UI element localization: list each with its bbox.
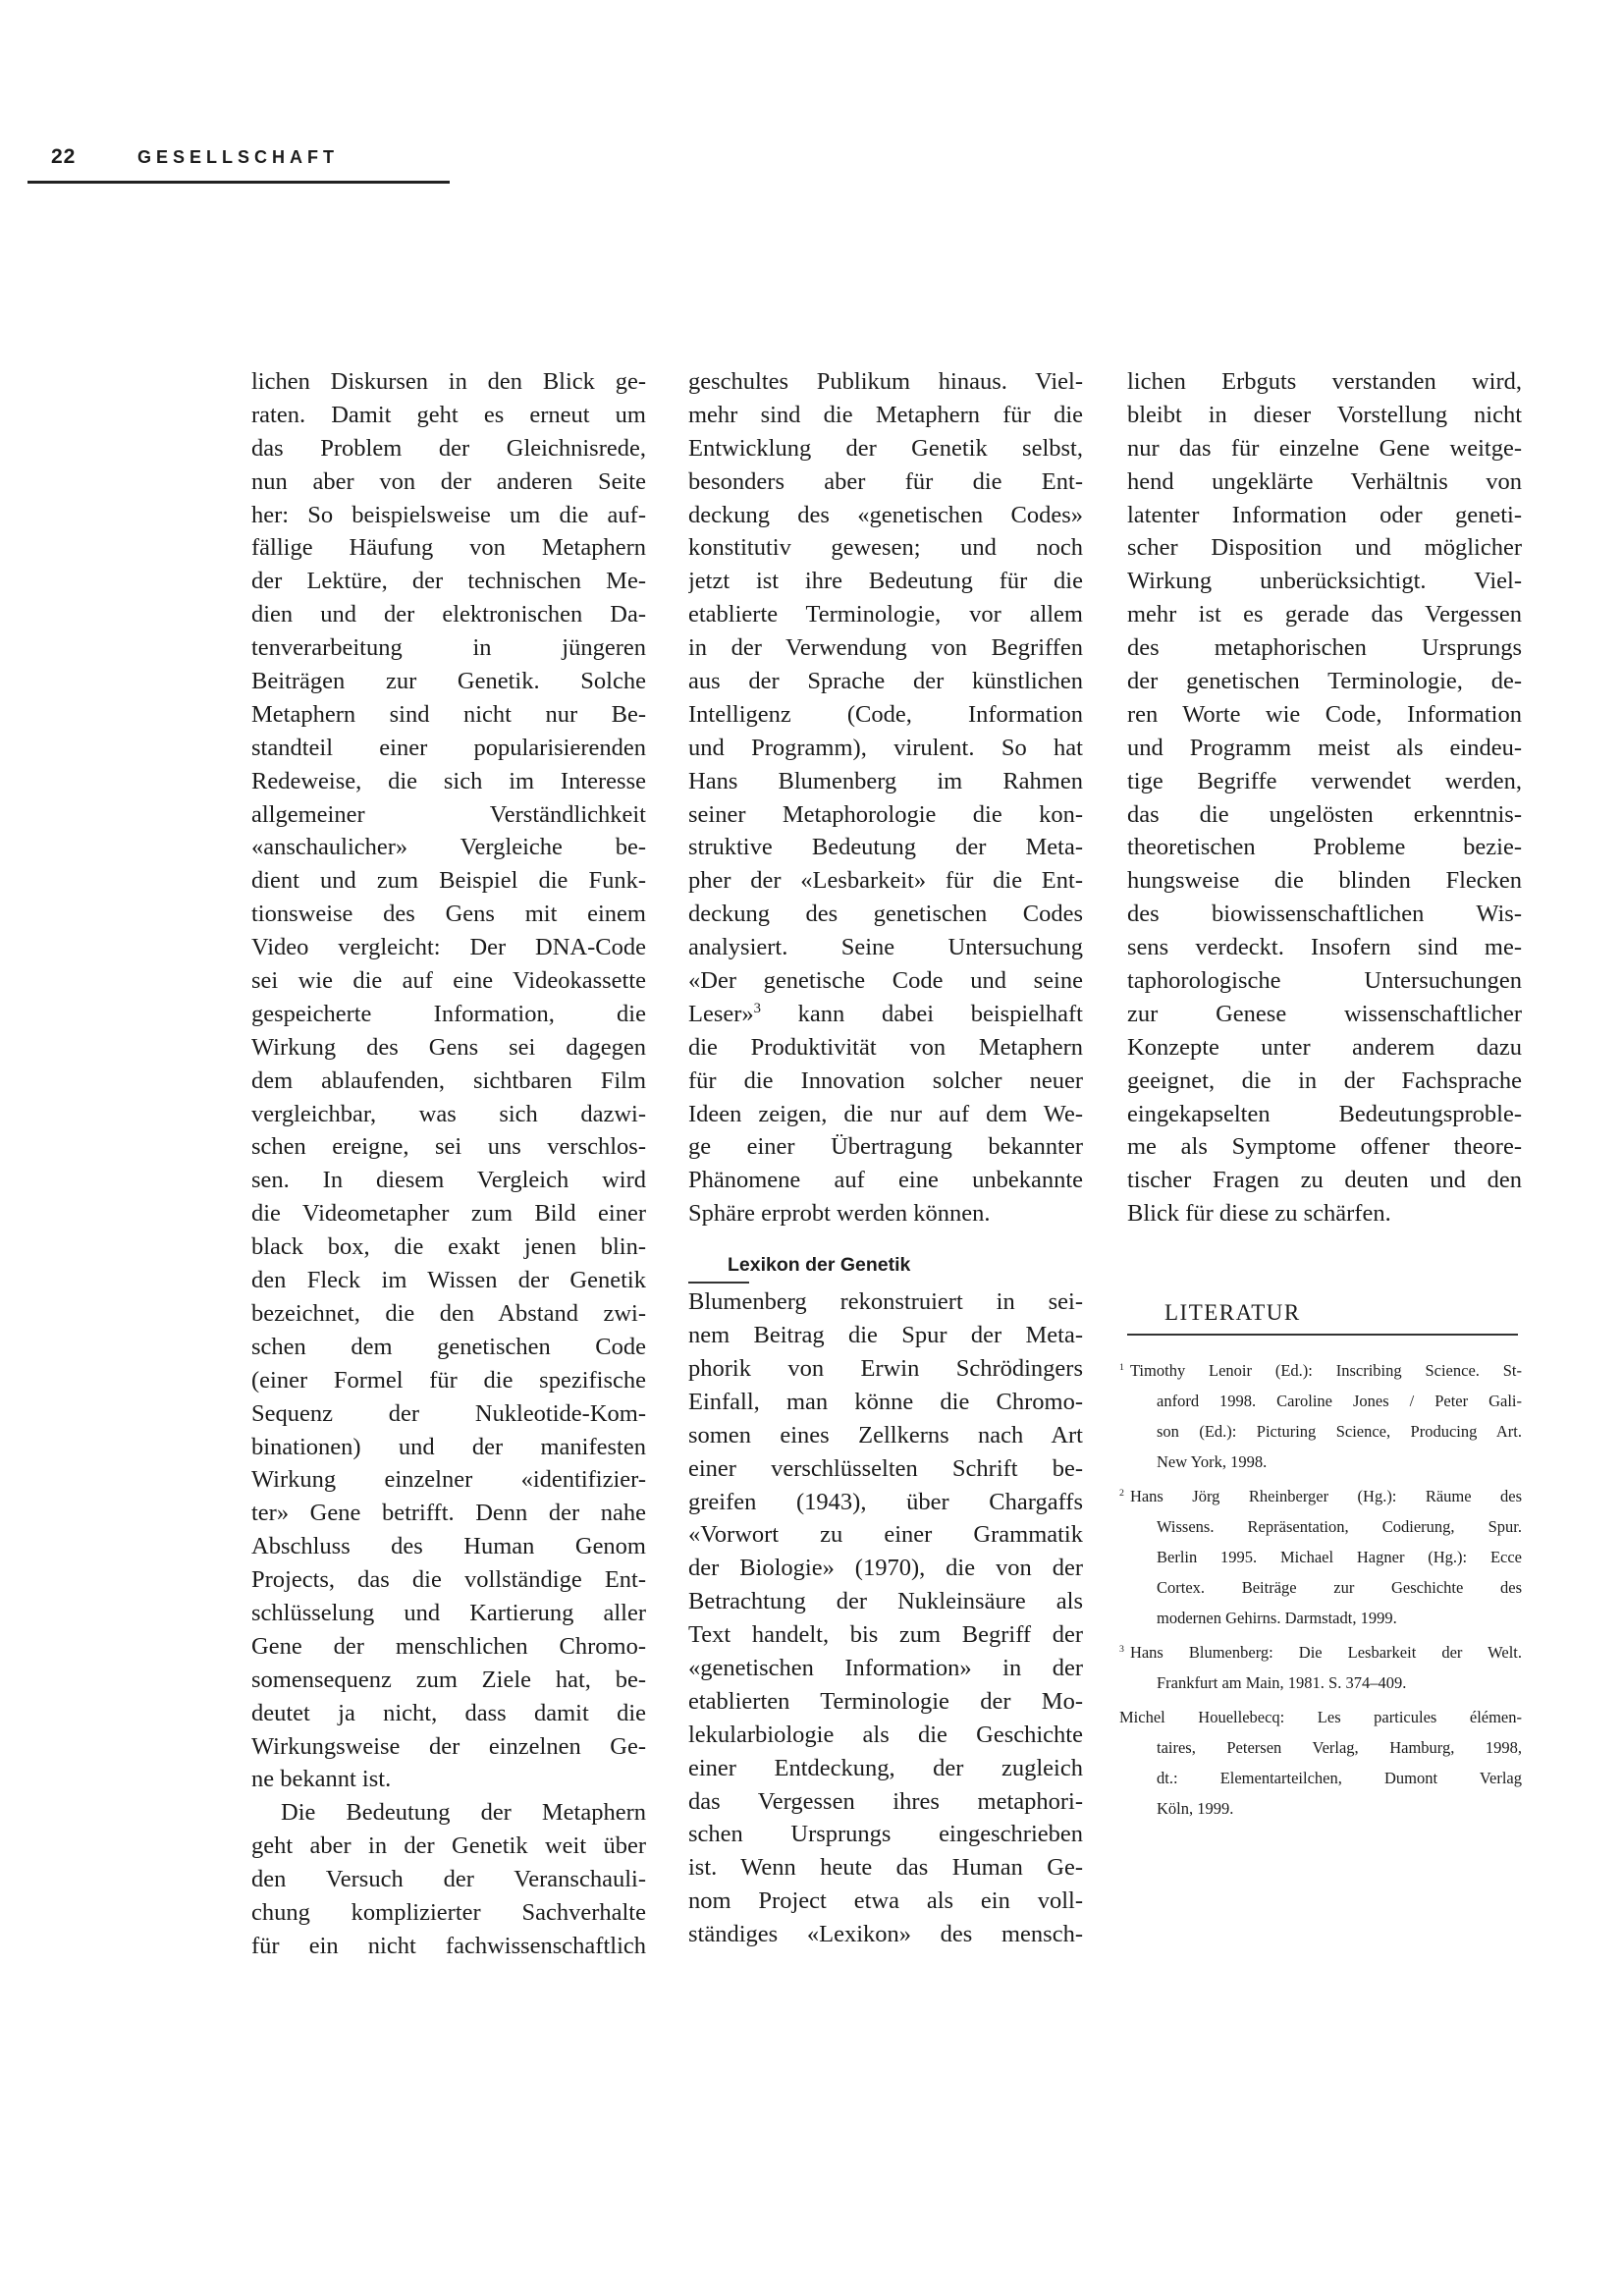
literature-text: son (Ed.): Picturing Science, Producing Art. [1157, 1422, 1522, 1441]
literature-entry-line [1119, 1416, 1522, 1447]
literature-entry-line [1119, 1603, 1522, 1633]
subheading-rule [688, 1282, 749, 1284]
text-line: Text handelt, bis zum Begriff der [688, 1621, 1083, 1649]
text-line: Blick für diese zu schärfen. [1127, 1200, 1391, 1228]
text-line: mehr sind die Metaphern für die [688, 401, 1083, 428]
footnote-marker-3: 3 [753, 1000, 762, 1016]
text-line: me als Symptome offener theore- [1127, 1133, 1522, 1161]
literature-entry-line [1119, 1702, 1522, 1732]
text-line: der Biologie» (1970), die von der [688, 1555, 1083, 1582]
literature-text: Hans Blumenberg: Die Lesbarkeit der Welt. [1129, 1643, 1522, 1662]
page-number: 22 [51, 145, 77, 168]
literature-text: Wissens. Repräsentation, Codierung, Spur. [1157, 1517, 1522, 1536]
subheading-lexikon: Lexikon der Genetik [728, 1254, 911, 1277]
text-line: fällige Häufung von Metaphern [251, 534, 646, 562]
text-line: ist. Wenn heute das Human Ge- [688, 1854, 1083, 1882]
text-line: sen. In diesem Vergleich wird [251, 1167, 646, 1194]
text-line: tige Begriffe verwendet werden, [1127, 767, 1522, 794]
leser-line-end: kann dabei beispielhaft [761, 1000, 1083, 1027]
literature-text: modernen Gehirns. Darmstadt, 1999. [1157, 1609, 1397, 1627]
text-line: standteil einer popularisierenden [251, 734, 646, 761]
text-line: Wirkung einzelner «identifizier- [251, 1466, 646, 1494]
text-line: ren Worte wie Code, Information [1127, 700, 1522, 728]
literature-rule [1127, 1334, 1518, 1336]
text-line: somen eines Zellkerns nach Art [688, 1421, 1083, 1449]
text-line: Video vergleicht: Der DNA-Code [251, 934, 646, 961]
literature-text: Timothy Lenoir (Ed.): Inscribing Science. St- [1129, 1361, 1522, 1380]
text-line: Redeweise, die sich im Interesse [251, 767, 646, 794]
text-line: «genetischen Information» in der [688, 1654, 1083, 1681]
text-line: und Programm meist als eindeu- [1127, 734, 1522, 761]
column-2-middle-lines [688, 1031, 1083, 1230]
text-line: seiner Metaphorologie die kon- [688, 800, 1083, 828]
text-line: schen dem genetischen Code [251, 1333, 646, 1360]
text-column-1 [251, 365, 646, 1963]
text-line: Gene der menschlichen Chromo- [251, 1632, 646, 1660]
text-line: für die Innovation solcher neuer [688, 1066, 1083, 1094]
literature-text: anford 1998. Caroline Jones / Peter Gali- [1157, 1392, 1522, 1410]
text-line: eingekapselten Bedeutungsproble- [1127, 1100, 1522, 1127]
text-line: das Vergessen ihres metaphori- [688, 1787, 1083, 1815]
text-line: struktive Bedeutung der Meta- [688, 834, 1083, 861]
literature-text: dt.: Elementarteilchen, Dumont Verlag [1157, 1769, 1522, 1787]
literature-entry-line [1119, 1572, 1522, 1603]
text-line: bleibt in dieser Vorstellung nicht [1127, 401, 1522, 428]
literature-text: Köln, 1999. [1157, 1799, 1234, 1818]
text-line: nur das für einzelne Gene weitge- [1127, 434, 1522, 462]
text-line: Konzepte unter anderem dazu [1127, 1033, 1522, 1061]
text-line: Wirkung des Gens sei dagegen [251, 1033, 646, 1061]
text-line: etablierte Terminologie, vor allem [688, 601, 1083, 629]
text-line: nom Project etwa als ein voll- [688, 1887, 1083, 1915]
text-line: besonders aber für die Ent- [688, 467, 1083, 495]
text-line: Phänomene auf eine unbekannte [688, 1167, 1083, 1194]
text-line: «Vorwort zu einer Grammatik [688, 1521, 1083, 1549]
text-line: aus der Sprache der künstlichen [688, 668, 1083, 695]
text-line: Sequenz der Nukleotide-Kom- [251, 1399, 646, 1427]
text-line: Sphäre erprobt werden können. [688, 1200, 991, 1228]
text-line: dient und zum Beispiel die Funk- [251, 867, 646, 895]
literature-entry-line [1119, 1447, 1522, 1477]
text-line: lekularbiologie als die Geschichte [688, 1721, 1083, 1748]
literature-entry-line [1119, 1637, 1522, 1667]
text-line: dem ablaufenden, sichtbaren Film [251, 1066, 646, 1094]
text-line: nem Beitrag die Spur der Meta- [688, 1322, 1083, 1349]
text-line: (einer Formel für die spezifische [251, 1366, 646, 1394]
text-line: konstitutiv gewesen; und noch [688, 534, 1083, 562]
text-line: Projects, das die vollständige Ent- [251, 1566, 646, 1594]
text-line: Entwicklung der Genetik selbst, [688, 434, 1083, 462]
footnote-number: 2 [1119, 1487, 1124, 1499]
text-line: taphorologische Untersuchungen [1127, 967, 1522, 995]
text-line: deckung des «genetischen Codes» [688, 501, 1083, 528]
literature-text: Berlin 1995. Michael Hagner (Hg.): Ecce [1157, 1548, 1522, 1566]
text-line: gespeicherte Information, die [251, 1000, 646, 1027]
text-line: etablierten Terminologie der Mo- [688, 1687, 1083, 1715]
text-line: in der Verwendung von Begriffen [688, 634, 1083, 662]
text-line: Beiträgen zur Genetik. Solche [251, 668, 646, 695]
text-line: Die Bedeutung der Metaphern [281, 1799, 646, 1827]
text-line: das Problem der Gleichnisrede, [251, 434, 646, 462]
text-line: des biowissenschaftlichen Wis- [1127, 901, 1522, 928]
literature-heading: LITERATUR [1164, 1300, 1301, 1325]
literature-entry-line [1119, 1763, 1522, 1793]
section-title: GESELLSCHAFT [137, 147, 340, 167]
text-line: «Der genetische Code und seine [688, 967, 1083, 995]
text-line: «anschaulicher» Vergleiche be- [251, 834, 646, 861]
text-line: den Fleck im Wissen der Genetik [251, 1267, 646, 1294]
column-2-intro-lines [688, 365, 1083, 998]
literature-entry-line [1119, 1542, 1522, 1572]
text-line: tionsweise des Gens mit einem [251, 901, 646, 928]
text-line: Intelligenz (Code, Information [688, 700, 1083, 728]
text-column-3 [1127, 365, 1522, 1230]
text-line: einer verschlüsselten Schrift be- [688, 1454, 1083, 1482]
text-line: Wirkungsweise der einzelnen Ge- [251, 1732, 646, 1760]
text-line: vergleichbar, was sich dazwi- [251, 1100, 646, 1127]
text-line: hungsweise die blinden Flecken [1127, 867, 1522, 895]
literature-entry-line [1119, 1386, 1522, 1416]
column-2-final-lines [688, 1285, 1083, 1951]
text-column-2 [688, 365, 1083, 1951]
text-line: greifen (1943), über Chargaffs [688, 1488, 1083, 1515]
text-line: Hans Blumenberg im Rahmen [688, 767, 1083, 794]
literature-text: taires, Petersen Verlag, Hamburg, 1998, [1157, 1738, 1522, 1757]
text-line: deutet ja nicht, dass damit die [251, 1699, 646, 1726]
literature-text: Frankfurt am Main, 1981. S. 374–409. [1157, 1673, 1407, 1692]
literature-text: Michel Houellebecq: Les particules élémen- [1119, 1708, 1522, 1726]
text-line: geeignet, die in der Fachsprache [1127, 1066, 1522, 1094]
literature-entry-line [1119, 1793, 1522, 1824]
text-line: sens verdeckt. Insofern sind me- [1127, 934, 1522, 961]
text-line: analysiert. Seine Untersuchung [688, 934, 1083, 961]
text-line: geschultes Publikum hinaus. Viel- [688, 368, 1083, 395]
text-line: ständiges «Lexikon» des mensch- [688, 1921, 1083, 1948]
text-line: schen ereigne, sei uns verschlos- [251, 1133, 646, 1161]
leser-line-start: Leser» [688, 1000, 754, 1027]
text-line: ter» Gene betrifft. Denn der nahe [251, 1500, 646, 1527]
text-line: ne bekannt ist. [251, 1766, 392, 1793]
text-line: binationen) und der manifesten [251, 1433, 646, 1460]
literature-entry-line [1119, 1481, 1522, 1511]
text-line: geht aber in der Genetik weit über [251, 1832, 646, 1860]
text-line: bezeichnet, die den Abstand zwi- [251, 1299, 646, 1327]
text-line: Ideen zeigen, die nur auf dem We- [688, 1100, 1083, 1127]
text-line: ge einer Übertragung bekannter [688, 1133, 1083, 1161]
text-line: theoretischen Probleme bezie- [1127, 834, 1522, 861]
text-line: nun aber von der anderen Seite [251, 467, 646, 495]
text-line: für ein nicht fachwissenschaftlich [251, 1932, 646, 1959]
text-line: jetzt ist ihre Bedeutung für die [688, 568, 1083, 595]
literature-text: Hans Jörg Rheinberger (Hg.): Räume des [1129, 1487, 1522, 1505]
text-line-leser [688, 998, 1083, 1031]
text-line: raten. Damit geht es erneut um [251, 401, 646, 428]
text-line: schen Ursprungs eingeschrieben [688, 1821, 1083, 1848]
text-line: somensequenz zum Ziele hat, be- [251, 1666, 646, 1693]
text-line: black box, die exakt jenen blin- [251, 1233, 646, 1261]
literature-text: Cortex. Beiträge zur Geschichte des [1157, 1578, 1522, 1597]
text-line: lichen Erbguts verstanden wird, [1127, 368, 1522, 395]
footnote-number: 3 [1119, 1643, 1124, 1655]
literature-list [1119, 1355, 1522, 1828]
text-line: den Versuch der Veranschauli- [251, 1866, 646, 1893]
text-line: Metaphern sind nicht nur Be- [251, 700, 646, 728]
literature-text: New York, 1998. [1157, 1452, 1268, 1471]
text-line: der genetischen Terminologie, de- [1127, 668, 1522, 695]
text-line: allgemeiner Verständlichkeit [251, 800, 646, 828]
footnote-number: 1 [1119, 1361, 1124, 1373]
text-line: phorik von Erwin Schrödingers [688, 1354, 1083, 1382]
text-line: deckung des genetischen Codes [688, 901, 1083, 928]
text-line: latenter Information oder geneti- [1127, 501, 1522, 528]
text-line: dien und der elektronischen Da- [251, 601, 646, 629]
literature-entry-line [1119, 1355, 1522, 1386]
text-line: hend ungeklärte Verhältnis von [1127, 467, 1522, 495]
text-line: her: So beispielsweise um die auf- [251, 501, 646, 528]
text-line: die Produktivität von Metaphern [688, 1033, 1083, 1061]
literature-entry-line [1119, 1732, 1522, 1763]
text-line: lichen Diskursen in den Blick ge- [251, 368, 646, 395]
text-line: der Lektüre, der technischen Me- [251, 568, 646, 595]
text-line: Betrachtung der Nukleinsäure als [688, 1588, 1083, 1615]
literature-entry-line [1119, 1667, 1522, 1698]
text-line: tenverarbeitung in jüngeren [251, 634, 646, 662]
literature-entry-line [1119, 1511, 1522, 1542]
text-line: scher Disposition und möglicher [1127, 534, 1522, 562]
text-line: schlüsselung und Kartierung aller [251, 1599, 646, 1626]
entry-spacer [1119, 1824, 1522, 1828]
text-line: und Programm), virulent. So hat [688, 734, 1083, 761]
text-line: das die ungelösten erkenntnis- [1127, 800, 1522, 828]
text-line: Einfall, man könne die Chromo- [688, 1388, 1083, 1415]
text-line: Abschluss des Human Genom [251, 1533, 646, 1560]
text-line: tischer Fragen zu deuten und den [1127, 1167, 1522, 1194]
text-line: einer Entdeckung, der zugleich [688, 1754, 1083, 1781]
text-line: mehr ist es gerade das Vergessen [1127, 601, 1522, 629]
text-line: sei wie die auf eine Videokassette [251, 967, 646, 995]
text-line: pher der «Lesbarkeit» für die Ent- [688, 867, 1083, 895]
text-line: des metaphorischen Ursprungs [1127, 634, 1522, 662]
text-line: zur Genese wissenschaftlicher [1127, 1000, 1522, 1027]
text-line: Wirkung unberücksichtigt. Viel- [1127, 568, 1522, 595]
text-line: die Videometapher zum Bild einer [251, 1200, 646, 1228]
text-line: chung komplizierter Sachverhalte [251, 1898, 646, 1926]
text-line: Blumenberg rekonstruiert in sei- [688, 1288, 1083, 1316]
